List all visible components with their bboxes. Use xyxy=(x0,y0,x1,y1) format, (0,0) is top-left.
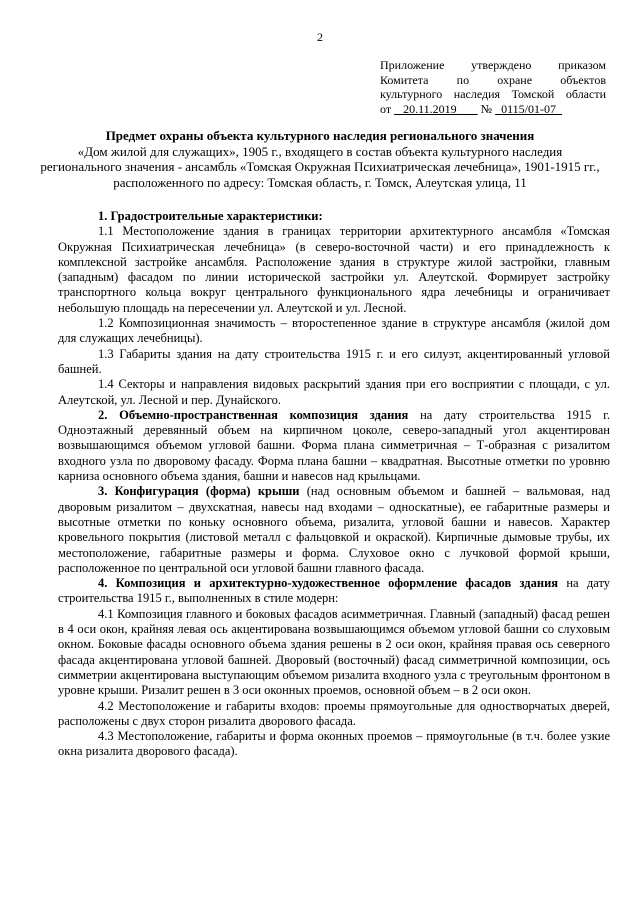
paragraph-1-1: 1.1 Местоположение здания в границах территории архитектурного ансамбля «Томская Окружная Психиатрическая лечебница» (в северо-восточной части) и его принадлежность к комплексной застройке ансамбля. Расположение здания в структуре жилой застройки, главным (западным) фасадом по линии исторической застройки ул. Алеутской. Формирует застройку транспортного кольца вокруг центрального функционального ядра лечебницы и ограничивает небольшую площадь на пересечении ул. Алеутской и ул. Лесной. xyxy=(58,224,610,315)
section-2-heading: 2. Объемно-пространственная композиция здания xyxy=(98,407,409,422)
title-main: Предмет охраны объекта культурного наследия регионального значения xyxy=(105,128,535,143)
approval-date: 20.11.2019 xyxy=(403,101,457,116)
approval-block xyxy=(380,58,606,116)
section-3-paragraph xyxy=(58,484,610,576)
document-body xyxy=(58,209,610,760)
paragraph-1-4: 1.4 Секторы и направления видовых раскрытий здания при его восприятии с площади, с ул. Алеутской, ул. Лесной и пер. Дунайского. xyxy=(58,377,610,407)
paragraph-4-1: 4.1 Композиция главного и боковых фасадов асимметричная. Главный (западный) фасад решен в 4 оси окон, крайняя левая ось акцентирована возвышающимся объемом угловой башни со слуховым окном. Боковые фасады основного объема здания решены в 2 оси окон, крайняя правая ось северного фасада акцентирована угловой башней. Дворовый (восточный) фасад симметричной композиции, ось симметрии акцентирована выступающим объемом ризалита входного узла с треугольным фронтоном в уровне крыши. Ризалит решен в 3 оси оконных проемов, основной объем – в 2 оси окон. xyxy=(58,606,610,698)
document-title xyxy=(40,128,600,190)
section-3-text: (над основным объемом и башней – вальмовая, над дворовым ризалитом – двухскатная, навесы над входами – односкатные), ее габаритные размеры и высотные отметки по коньку основного объема, ризалита, угловой башни и навесов. Характер кровельного покрытия (листовой металл с фальцовкой и окраской). Кирпичные дымовые трубы, их местоположение, габаритные размеры и форма. Слуховое окно с лучковой формой крыши, расположенное по центральной оси угловой башни главного фасада. xyxy=(58,484,610,575)
section-4-paragraph xyxy=(58,576,610,607)
approval-line-1: Приложение утверждено приказом xyxy=(380,58,606,72)
approval-line-2: Комитета по охране объектов xyxy=(380,72,606,87)
paragraph-4-3: 4.3 Местоположение, габариты и форма оконных проемов – прямоугольные (в т.ч. более узкие окна ризалита дворового фасада). xyxy=(58,729,610,759)
approval-number-sign: № xyxy=(480,101,493,116)
paragraph-1-3: 1.3 Габариты здания на дату строительства 1915 г. и его силуэт, акцентированный угловой башней. xyxy=(58,346,610,376)
section-4-heading: 4. Композиция и архитектурно-художественное оформление фасадов здания xyxy=(98,576,559,591)
approval-number: 0115/01-07 xyxy=(501,101,556,116)
section-3-heading: 3. Конфигурация (форма) крыши xyxy=(98,484,300,499)
paragraph-4-2: 4.2 Местоположение и габариты входов: проемы прямоугольные для одностворчатых дверей, расположены с двух сторон ризалита дворового фасада. xyxy=(58,698,610,728)
page-number: 2 xyxy=(317,30,323,44)
section-2-text: на дату строительства 1915 г. Одноэтажный деревянный объем на кирпичном цоколе, северо-западный угол акцентирован возвышающимся объемом угловой башни. Форма плана симметричная – Т-образная с ризалитом входного узла по дворовому фасаду. Форма плана башни – квадратная. Высотные отметки по уровню карниза основного объема здания, башни и навесов над крыльцами. xyxy=(58,407,611,484)
paragraph-1-2: 1.2 Композиционная значимость – второстепенное здание в структуре ансамбля (жилой дом для служащих лечебницы). xyxy=(58,316,610,346)
section-1-heading: 1. Градостроительные характеристики: xyxy=(98,209,323,223)
approval-date-prefix: от xyxy=(380,101,392,116)
section-4-text: на дату строительства 1915 г., выполненных в стиле модерн: xyxy=(58,576,610,606)
section-2-paragraph xyxy=(58,408,610,484)
approval-date-line xyxy=(380,102,606,117)
approval-line-3: культурного наследия Томской области xyxy=(380,87,606,101)
title-sub: «Дом жилой для служащих», 1905 г., входящего в состав объекта культурного наследия регионального значения - ансамбль «Томская Окружная Психиатрическая лечебница», 1901-1915 гг., расположенного по адресу: Томская область, г. Томск, Алеутская улица, 11 xyxy=(40,143,600,190)
